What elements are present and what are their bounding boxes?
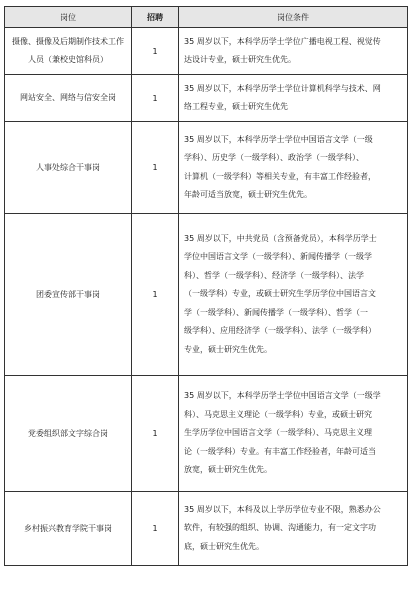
condition-line: 生学历学位中国语言文学（一级学科）、马克思主义理 — [184, 428, 372, 438]
table-row — [5, 122, 408, 214]
conditions-cell — [179, 376, 408, 492]
conditions-cell — [179, 28, 408, 75]
condition-line: 软件，有较强的组织、协调、沟通能力，有一定文字功 — [184, 523, 376, 533]
condition-line: 科）、哲学（一级学科）、经济学（一级学科）、法学 — [184, 270, 364, 280]
conditions-cell — [179, 214, 408, 376]
count-cell: 1 — [132, 214, 179, 376]
condition-line: （一级学科）专业，或硕士研究生学历学位中国语言文 — [184, 289, 376, 299]
condition-line: 35 周岁以下，本科及以上学历学位专业不限，熟悉办公 — [184, 504, 381, 514]
count-cell: 1 — [132, 28, 179, 75]
condition-line: 35 周岁以下，本科学历学士学位中国语言文学（一级 — [184, 134, 373, 144]
condition-line: 达设计专业，硕士研究生优先。 — [184, 55, 296, 64]
table-row — [5, 214, 408, 376]
header-recruit: 招聘 — [132, 7, 179, 28]
condition-line: 35 周岁以下，本科学历学士学位中国语言文学（一级学 — [184, 391, 381, 401]
table-row — [5, 28, 408, 75]
condition-line: 专业，硕士研究生优先。 — [184, 344, 272, 354]
header-position: 岗位 — [5, 7, 132, 28]
condition-line: 络工程专业，硕士研究生优先 — [184, 102, 288, 111]
condition-line: 35 周岁以下，本科学历学士学位计算机科学与技术、网 — [184, 83, 381, 93]
condition-line: 35 周岁以下，本科学历学士学位广播电视工程、视觉传 — [184, 36, 381, 46]
table-row — [5, 376, 408, 492]
conditions-cell — [179, 75, 408, 122]
position-cell: 团委宣传部干事岗 — [5, 214, 132, 376]
condition-line: 级学科）、应用经济学（一级学科）、法学（一级学科） — [184, 326, 376, 336]
count-cell: 1 — [132, 376, 179, 492]
count-cell: 1 — [132, 492, 179, 566]
condition-line: 35 周岁以下，中共党员（含预备党员），本科学历学士 — [184, 234, 377, 244]
condition-line: 论（一级学科）专业。有丰富工作经验者，年龄可适当 — [184, 446, 376, 456]
recruitment-table — [4, 6, 408, 566]
condition-line: 学位中国语言文学（一级学科）、新闻传播学（一级学 — [184, 252, 372, 262]
condition-line: 学科）、历史学（一级学科）、政治学（一级学科）、 — [184, 153, 364, 163]
condition-line: 年龄可适当放宽，硕士研究生优先。 — [184, 189, 312, 199]
count-cell: 1 — [132, 122, 179, 214]
table-row — [5, 75, 408, 122]
table-header-row — [5, 7, 408, 28]
condition-line: 学（一级学科）、新闻传播学（一级学科）、哲学（一 — [184, 307, 368, 317]
condition-line: 放宽，硕士研究生优先。 — [184, 465, 272, 475]
conditions-cell — [179, 122, 408, 214]
condition-line: 科）、马克思主义理论（一级学科）专业，或硕士研究 — [184, 409, 372, 419]
position-cell: 网站安全、网络与信安全岗 — [5, 75, 132, 122]
header-conditions: 岗位条件 — [179, 7, 408, 28]
position-cell: 党委组织部文字综合岗 — [5, 376, 132, 492]
position-cell: 人事处综合干事岗 — [5, 122, 132, 214]
conditions-cell — [179, 492, 408, 566]
table-row — [5, 492, 408, 566]
position-cell: 乡村振兴教育学院干事岗 — [5, 492, 132, 566]
position-cell: 摄像、摄像及后期制作技术工作人员（兼校史馆科员） — [5, 28, 132, 75]
count-cell: 1 — [132, 75, 179, 122]
condition-line: 底，硕士研究生优先。 — [184, 541, 264, 551]
condition-line: 计算机（一级学科）等相关专业，有丰富工作经验者， — [184, 171, 376, 181]
